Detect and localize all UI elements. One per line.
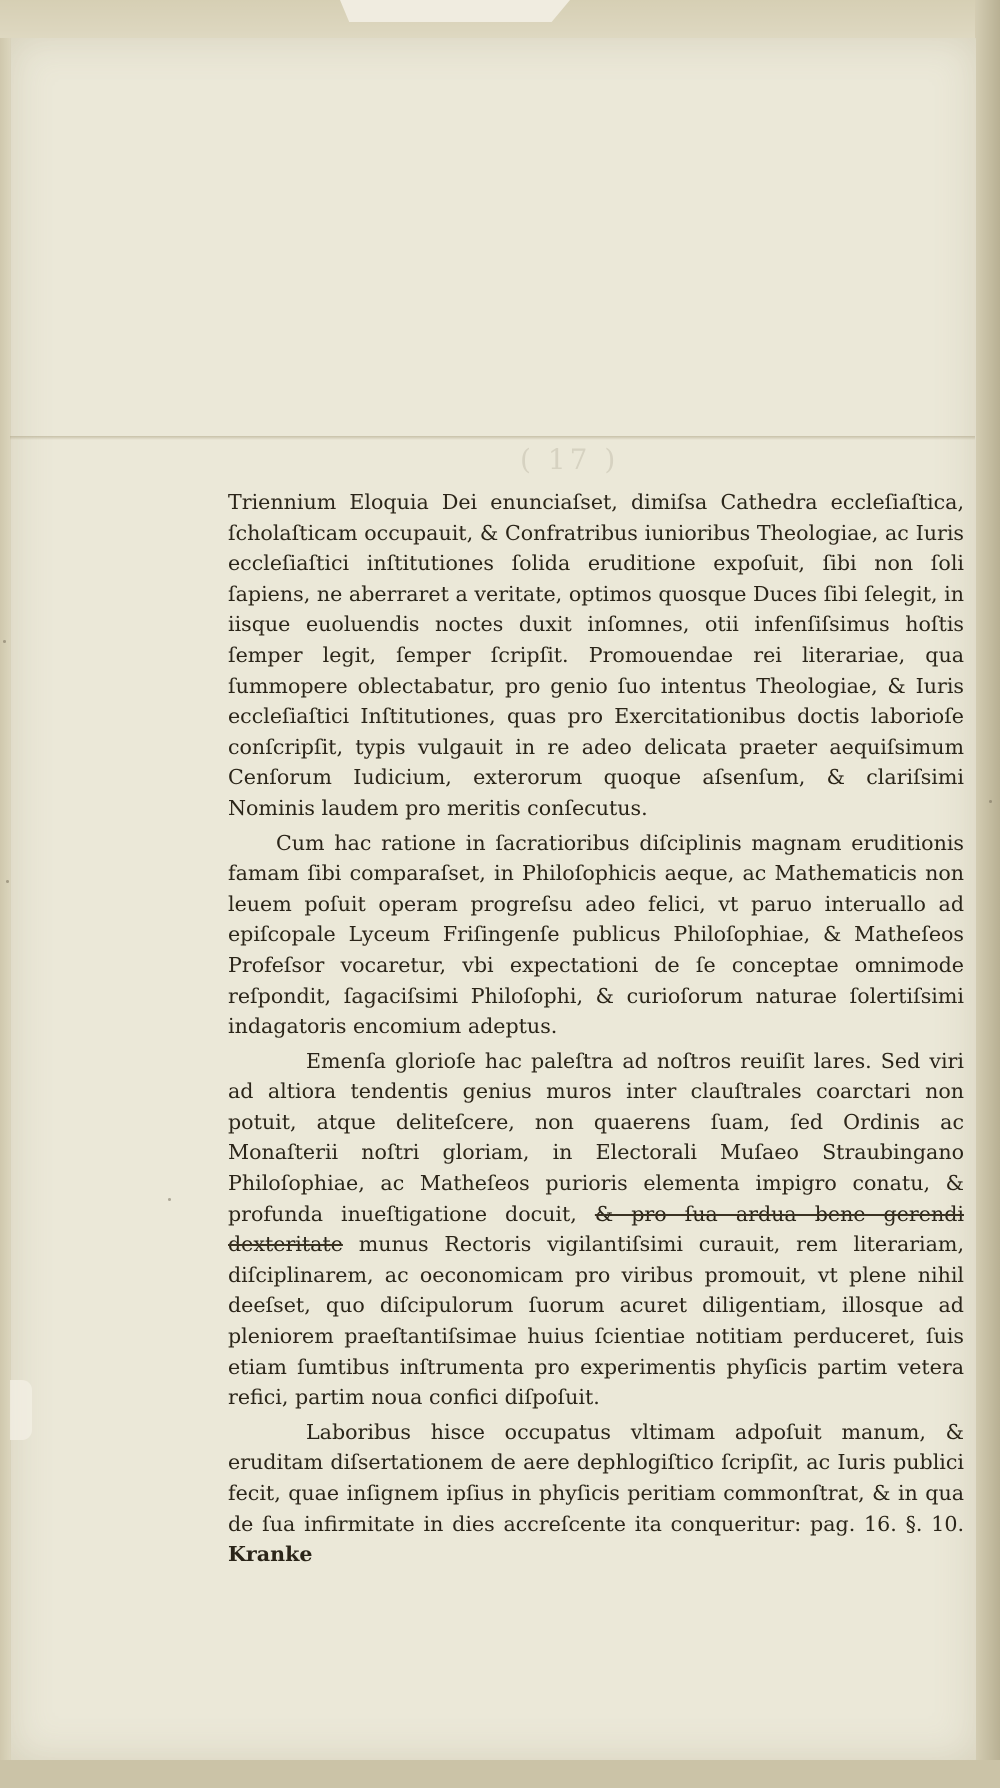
faint-page-number: ( 17 ) (520, 443, 620, 476)
paragraph-text: Emenſa glorioſe hac paleſtra ad noſtros reuiſit lares. Sed viri ad altiora tendentis genius muros inter clauſtrales coarctari non potuit, atque deliteſcere, non quaerens ſuam, ſed Ordinis ac Monaſterii noſtri gloriam, in Electorali Muſaeo Straubingano Philoſophiae, ac Matheſeos purioris elementa impigro conatu, & profunda inueſtigatione docuit, (228, 1048, 964, 1226)
bottom-scan-edge (0, 1760, 1000, 1788)
paragraph-p1 (228, 487, 964, 824)
struck-text: & pro ſua ardua bene gerendi dexteritate (228, 1201, 964, 1257)
ink-speck (989, 800, 992, 803)
paragraph-p3 (228, 1046, 964, 1413)
paragraph-p4 (228, 1417, 964, 1570)
paragraph-text: Triennium Eloquia Dei enunciaſset, dimiſsa Cathedra eccleſiaſtica, ſcholaſticam occupauit, & Confratribus iunioribus Theologiae, ac Iuris eccleſiaſtici inſtitutiones ſolida eruditione expoſuit, ſibi non ſoli ſapiens, ne aberraret a veritate, optimos quosque Duces ſibi ſelegit, in iisque euoluendis noctes duxit inſomnes, otii infenſiſsimus hoſtis ſemper legit, ſemper ſcripſit. Promouendae rei literariae, qua ſummopere oblectabatur, pro genio ſuo intentus Theologiae, & Iuris eccleſiaſtici Inſtitutiones, quas pro Exercitationibus doctis laborioſe conſcripſit, typis vulgauit in re adeo delicata praeter aequiſsimum Cenſorum Iudicium, exterorum quoque aſsenſum, & clariſsimi Nominis laudem pro meritis conſecutus. (228, 490, 964, 820)
paper-tab (340, 0, 570, 22)
paragraph-text: Laboribus hisce occupatus vltimam adpoſuit manum, & eruditam diſsertationem de aere dephlogiſtico ſcripſit, ac Iuris publici fecit, quae inſignem ipſius in phyſicis peritiam commonſtrat, & in qua de ſua infirmitate in dies accreſcente ita conqueritur: pag. 16. §. 10. (228, 1419, 964, 1536)
ink-speck (6, 880, 9, 883)
fold-crease (10, 436, 975, 440)
ink-speck (168, 1198, 171, 1201)
paragraph-p2 (228, 828, 964, 1042)
paragraph-text: munus Rectoris vigilantiſsimi curauit, rem literariam, diſciplinarem, ac oeconomicam pro viribus promouit, vt plene nihil deeſset, quo diſcipulorum ſuorum acuret diligentiam, illosque ad pleniorem praeſtantiſsimae huius ſcientiae notitiam perduceret, ſuis etiam ſumtibus inſtrumenta pro experimentis phyſicis partim vetera refici, partim noua confici diſpoſuit. (228, 1232, 964, 1410)
right-scan-edge (975, 0, 1000, 1788)
paper-tear (10, 1380, 32, 1440)
ink-speck (3, 640, 6, 643)
body-text (228, 487, 964, 1574)
paragraph-text: Cum hac ratione in ſacratioribus diſciplinis magnam eruditionis famam ſibi comparaſset, in Philoſophicis aeque, ac Mathematicis non leuem poſuit operam progreſsu adeo felici, vt paruo interuallo ad epiſcopale Lyceum Friſingenſe publicus Philoſophiae, & Matheſeos Profeſsor vocaretur, vbi expectationi de ſe conceptae omnimode reſpondit, ſagaciſsimi Philoſophi, & curioſorum naturae ſolertiſsimi indagatoris encomium adeptus. (228, 830, 964, 1039)
catchword: Kranke (228, 1542, 313, 1567)
